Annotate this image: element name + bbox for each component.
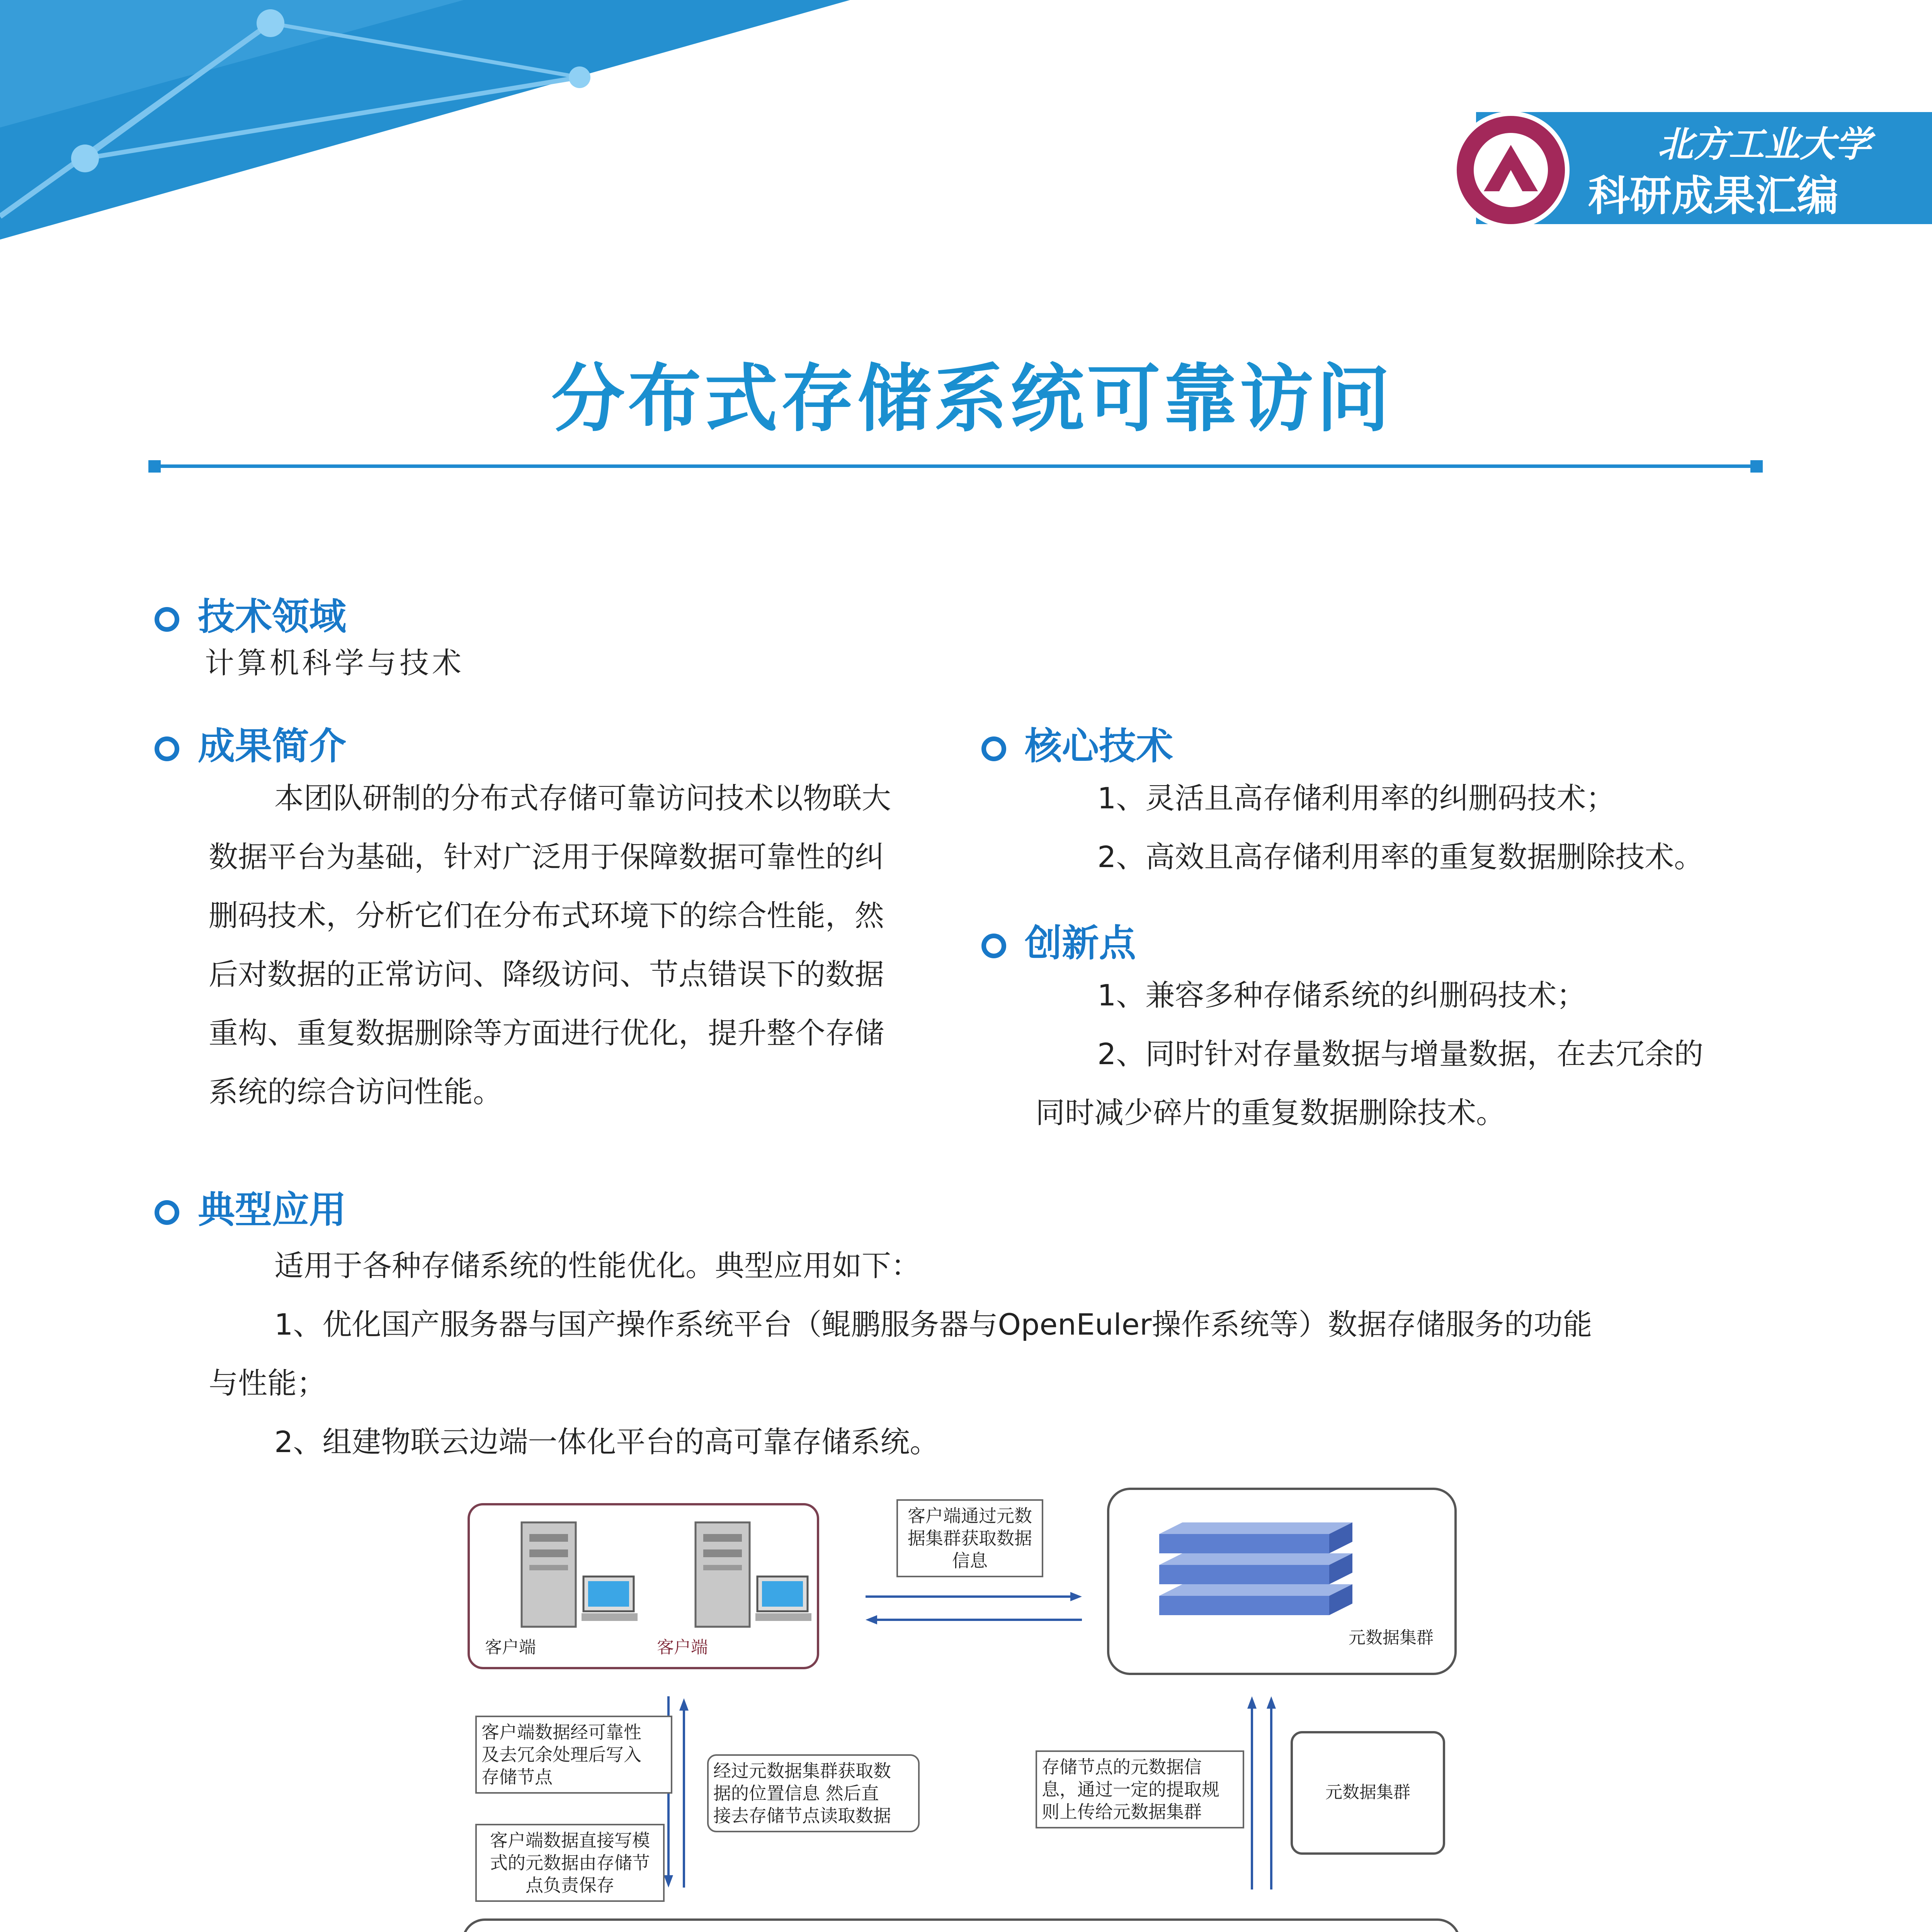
title-rule-left-end xyxy=(148,460,161,473)
field-text: 计算机科学与技术 xyxy=(205,646,464,680)
note-direct-write: 客户端数据直接写模 式的元数据由存储节 点负责保存 xyxy=(475,1824,665,1902)
summary-line: 重构、重复数据删除等方面进行优化，提升整个存储 xyxy=(209,1016,884,1050)
client-label: 客户端 xyxy=(485,1638,536,1657)
meta-cluster-label: 元数据集群 xyxy=(1349,1628,1434,1648)
client-computer-icon xyxy=(692,1519,819,1631)
client-label: 客户端 xyxy=(657,1638,708,1657)
summary-line: 系统的综合访问性能。 xyxy=(209,1075,502,1109)
compilation-title: 科研成果汇编 xyxy=(1588,172,1839,220)
summary-line: 数据平台为基础，针对广泛用于保障数据可靠性的纠 xyxy=(209,840,884,874)
meta-cluster-stack-icon xyxy=(1144,1519,1360,1642)
circle-bullet-icon xyxy=(981,934,1006,958)
circle-bullet-icon xyxy=(981,736,1006,761)
summary-line: 本团队研制的分布式存储可靠访问技术以物联大 xyxy=(274,781,891,815)
innovation-list xyxy=(1036,966,1808,1142)
title-rule-right-end xyxy=(1750,460,1763,473)
note-client-via-meta: 客户端通过元数 据集群获取数据 信息 xyxy=(896,1499,1043,1577)
university-name: 北方工业大学 xyxy=(1658,123,1871,165)
section-heading-innovation: 创新点 xyxy=(981,914,1136,967)
application-text xyxy=(209,1236,1832,1471)
core-list xyxy=(1097,769,1832,886)
application-line: 适用于各种存储系统的性能优化。典型应用如下： xyxy=(274,1248,920,1283)
innovation-item: 2、同时针对存量数据与增量数据，在去冗余的 xyxy=(1097,1037,1704,1071)
application-line: 2、组建物联云边端一体化平台的高可靠存储系统。 xyxy=(274,1425,939,1459)
summary-line: 后对数据的正常访问、降级访问、节点错误下的数据 xyxy=(209,957,884,992)
application-line: 与性能； xyxy=(209,1366,326,1400)
storage-nodes-box xyxy=(462,1918,1461,1932)
circle-bullet-icon xyxy=(155,736,179,761)
innovation-item: 同时减少碎片的重复数据删除技术。 xyxy=(1036,1095,1505,1130)
note-read-path: 经过元数据集群获取数 据的位置信息 然后直 接去存储节点读取数据 xyxy=(707,1754,920,1832)
innovation-item: 1、兼容多种存储系统的纠删码技术； xyxy=(1097,978,1586,1012)
meta-cluster-small-label: 元数据集群 xyxy=(1325,1782,1410,1802)
note-meta-upload: 存储节点的元数据信 息，通过一定的提取规 则上传给元数据集群 xyxy=(1036,1750,1244,1828)
application-line: 1、优化国产服务器与国产操作系统平台（鲲鹏服务器与OpenEuler操作系统等）数据存储服务的功能 xyxy=(274,1307,1592,1342)
section-heading-application: 典型应用 xyxy=(155,1180,346,1233)
title-rule xyxy=(151,464,1762,468)
circle-bullet-icon xyxy=(155,607,179,632)
core-item: 2、高效且高存储利用率的重复数据删除技术。 xyxy=(1097,840,1704,874)
page-title: 分布式存储系统可靠访问 xyxy=(551,356,1393,442)
meta-upload-arrows xyxy=(1240,1692,1283,1893)
core-item: 1、灵活且高存储利用率的纠删码技术； xyxy=(1097,781,1616,815)
university-seal-icon xyxy=(1449,108,1573,232)
section-heading-summary: 成果简介 xyxy=(155,717,346,770)
section-heading-core: 核心技术 xyxy=(981,717,1173,770)
client-meta-arrows xyxy=(862,1584,1086,1634)
section-heading-field: 技术领域 xyxy=(155,587,346,640)
client-computer-icon xyxy=(518,1519,645,1631)
circle-bullet-icon xyxy=(155,1200,179,1225)
summary-text xyxy=(209,769,962,1121)
summary-line: 删码技术，分析它们在分布式环境下的综合性能，然 xyxy=(209,898,884,933)
note-write-path: 客户端数据经可靠性 及去冗余处理后写入 存储节点 xyxy=(475,1716,672,1794)
